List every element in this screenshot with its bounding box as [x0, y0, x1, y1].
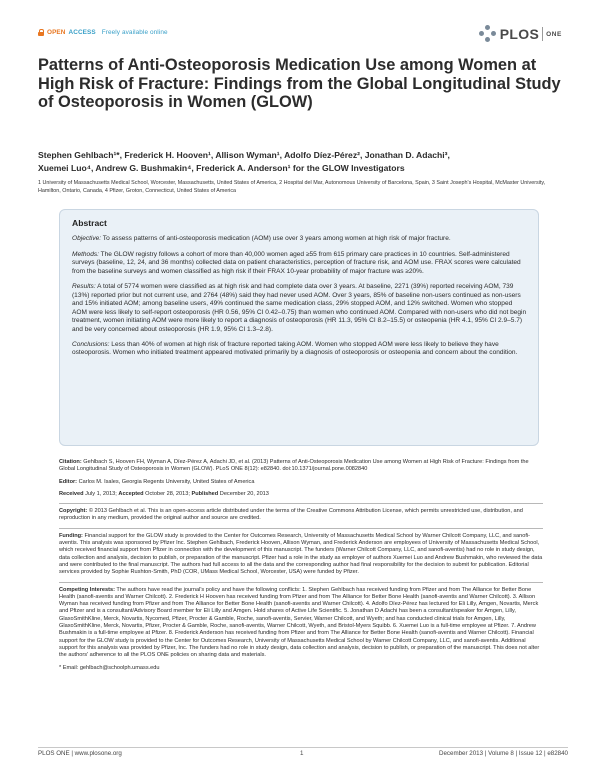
objective-text: To assess patterns of anti-osteoporosis medication (AOM) use over 3 years among women at high risk of major fracture. [101, 235, 451, 243]
abstract-heading: Abstract [72, 218, 107, 228]
received-date: July 1, 2013; [83, 490, 119, 497]
editor [59, 479, 543, 486]
journal-header [38, 22, 562, 48]
received-label: Received [59, 490, 84, 497]
citation-text: Gehlbach S, Hooven FH, Wyman A, Díez-Pérez A, Adachi JD, et al. (2013) Patterns of Anti-Osteoporosis Medication Use among Women at High Risk of Fracture: Findings from the Global Longitudinal Study of Osteoporosis in Women (GLOW). PLoS ONE 8(12): e82840. doi:10.1371/journal.pone.0082840 [59, 459, 529, 473]
footer-journal[interactable]: PLOS ONE | www.plosone.org [38, 750, 122, 757]
corresponding-email[interactable]: * Email: gehlbach@schoolph.umass.edu [59, 664, 160, 671]
open-access-label-open: OPEN [47, 29, 66, 36]
authors-line-2: Xuemei Luo⁴, Andrew G. Bushmakin⁴, Frederick A. Anderson¹ for the GLOW Investigators [38, 162, 405, 173]
article-metadata [59, 459, 543, 677]
editor-text: Carlos M. Isales, Georgia Regents University, United States of America [77, 478, 255, 485]
abstract-results [72, 283, 528, 334]
footer-issue: December 2013 | Volume 8 | Issue 12 | e82840 [439, 750, 568, 757]
logo-sub: ONE [546, 30, 562, 38]
funding [59, 533, 543, 577]
methods-label: Methods: [72, 250, 99, 258]
plos-logo-icon [479, 25, 497, 43]
citation [59, 459, 543, 474]
meta-divider [59, 503, 543, 504]
abstract-box [59, 209, 539, 446]
results-label: Results: [72, 283, 96, 291]
plos-one-logo[interactable] [479, 24, 562, 44]
abstract-methods [72, 251, 528, 276]
methods-text: The GLOW registry follows a cohort of more than 40,000 women aged ≥55 from 615 primary care practices in 10 countries. Self-administered surveys (baseline, 12, 24, and 36 months) collected data on patient characteristics, perception of fracture risk, and AOM use. FRAX scores were calculated from the baseline surveys and women classified as high risk if their FRAX 10-year probability of major fracture was ≥20%. [72, 250, 521, 275]
competing-label: Competing Interests: [59, 586, 115, 593]
meta-divider [59, 582, 543, 583]
objective-label: Objective: [72, 235, 102, 243]
abstract-objective [72, 235, 528, 243]
dates [59, 491, 543, 498]
author-list [38, 149, 568, 174]
published-date: December 20, 2013 [218, 490, 269, 497]
competing-text: The authors have read the journal's policy and have the following conflicts: 1. Stephen Gehlbach has received funding from Pfizer and from The Alliance for Better Bone Health (sanofi-aventis and Warner Chilcott). 2. Frederick H Hooven has received funding from Pfizer and from The Alliance for Better Bone Health (sanofi-aventis and Warner Chilcott). 3. Allison Wyman has received funding from Pfizer and from The Alliance for Better Bone Health (sanofi-aventis and Warner Chilcott). 4. Adolfo Díez-Pérez has lectured for Eli Lilly, Amgen, Novartis, Merck and Pfizer and is a consultant/Advisory Board member for Eli Lilly and Amgen. Hold shares of Active Life Scientific. 5. Jonathan D Adachi has been a consultant/speaker for Amgen, Lilly, GlaxoSmithKline, Merck, Novartis, Nycomed, Pfizer, Procter & Gamble, Roche, sanofi-aventis, Servier, Warner Chilcott, and Wyeth; and has conducted clinical trials for Amgen, Lilly, GlaxoSmithKline, Merck, Novartis, Pfizer, Procter & Gamble, Roche, sanofi-aventis, Warner Chilcott, Wyeth, and Bristol-Myers Squibb. 6. Xuemei Luo is a full-time employee at Pfizer. 7. Andrew Bushmakin is a full-time employee at Pfizer. 8. Frederick Anderson has received funding from Pfizer and from The Alliance for Better Bone Health (sanofi-aventis and Warner Chilcott). Financial support for the GLOW study is provided to the Center for Outcomes Research, University of Massachusetts Medical School by Warner Chilcott Company, LLC, and sanofi-aventis. Additional support for this analysis was provided by Pfizer, Inc. The funders had no role in study design, data collection and analysis, decision to publish, or preparation of the manuscript. This does not alter the authors' adherence to all the PLOS ONE policies on sharing data and materials. [59, 586, 540, 659]
accepted-date: October 28, 2013; [143, 490, 192, 497]
meta-divider [59, 528, 543, 529]
authors-line-1: Stephen Gehlbach¹*, Frederick H. Hooven¹, Allison Wyman¹, Adolfo Díez-Pérez², Jonathan D. Adachi³, [38, 150, 450, 160]
open-access-tagline: Freely available online [101, 29, 168, 36]
funding-label: Funding: [59, 532, 83, 539]
open-access-lock-icon [38, 29, 44, 36]
logo-divider [542, 27, 543, 41]
article-title: Patterns of Anti-Osteoporosis Medication Use among Women at High Risk of Fracture: Findings from the Global Longitudinal Study of Osteoporosis in Women (GLOW) [38, 56, 561, 112]
copyright-label: Copyright: [59, 508, 88, 515]
copyright [59, 508, 543, 523]
affiliations: 1 University of Massachusetts Medical School, Worcester, Massachusetts, United States of America, 2 Hospital del Mar, Autonomous University of Barcelona, Spain, 3 Saint Joseph's Hospital, McMaster University, Hamilton, Ontario, Canada, 4 Pfizer, Groton, Connecticut, United States of America [38, 180, 546, 195]
logo-word: PLOS [499, 26, 540, 42]
abstract-conclusions [72, 341, 528, 358]
open-access-label-access: ACCESS [68, 29, 96, 36]
results-text: A total of 5774 women were classified as at high risk and had complete data over 3 years. At baseline, 2271 (39%) reported receiving AOM, 739 (13%) reported prior but not current use, and 2764 (48%) said they had never used AOM. Over 3 years, 85% of baseline non-users continued as non-users and 15% initiated AOM; among baseline users, 49% continued the same medication class, 29% stopped AOM, and 12% switched. Women who stopped AOM were less likely to self-report osteoporosis (HR 0.56, 95% CI 0.42–0.75) than women who continued AOM. Compared with non-users who did not begin treatment, women initiating AOM were more likely to report a diagnosis of osteoporosis (HR 11.3, 95% CI 8.2–15.5) or osteopenia (HR 4.1, 95% CI 2.9–5.7) and be very concerned about osteoporosis (HR 1.9, 95% CI 1.3–2.8). [72, 283, 527, 333]
funding-text: Financial support for the GLOW study is provided to the Center for Outcomes Research, University of Massachusetts Medical School by Warner Chilcott Company, LLC, and sanofi-aventis. This analysis was sponsored by Pfizer Inc. Stephen Gehlbach, Frederick Hooven, Allison Wyman, and Frederick Anderson are employees of University of Massachusetts Medical School, which received financial support from Pfizer in connection with the development of this manuscript. The funders (Warner Chilcott Company, LLC, and sanofi-aventis) had no role in study design, data collection and analysis, decision to publish, or preparation of the manuscript. Pfizer had a role in the study as employer of authors Xuemei Luo and Andrew Bushmakin, who reviewed the data and were contributed to the final manuscript. The authors had full access to all the data and the corresponding author had final responsibility for the decision to submit for publication. Editorial services provided by Sophie Rushton-Smith, PhD (COR, UMass Medical School, Worcester, USA) were funded by Pfizer. [59, 532, 543, 576]
competing-interests [59, 587, 543, 660]
accepted-label: Accepted [118, 490, 144, 497]
conclusions-text: Less than 40% of women at high risk of fracture reported taking AOM. Women who stopped AOM were less likely to believe they have osteoporosis. Women who initiated treatment appeared motivated primarily by a diagnosis of osteoporosis or osteopenia and concern about the condition. [72, 340, 518, 357]
editor-label: Editor: [59, 478, 78, 485]
published-label: Published [191, 490, 219, 497]
conclusions-label: Conclusions: [72, 340, 110, 348]
citation-label: Citation: [59, 459, 82, 465]
page-number: 1 [300, 750, 304, 757]
copyright-text: © 2013 Gehlbach et al. This is an open-access article distributed under the terms of the Creative Commons Attribution License, which permits unrestricted use, distribution, and reproduction in any medium, provided the original author and source are credited. [59, 508, 523, 522]
page-footer [38, 747, 568, 757]
open-access-banner[interactable] [38, 29, 168, 36]
